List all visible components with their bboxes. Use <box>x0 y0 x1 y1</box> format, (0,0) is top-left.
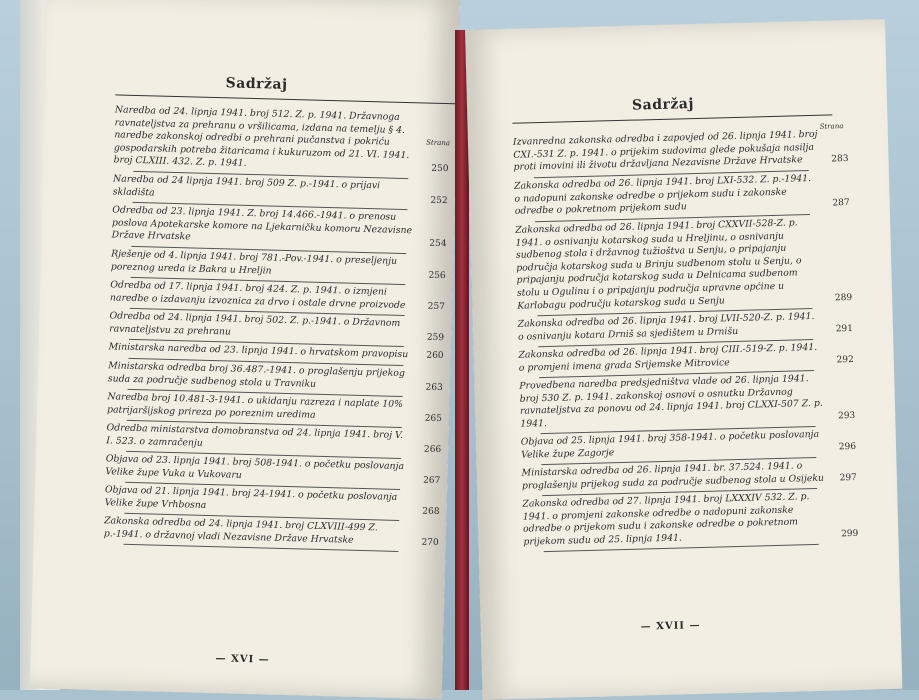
toc-entry-text: Odredba od 23. lipnja 1941. Z. broj 14.466.-1941. o prenosu poslova Apotekarske komore na Ljekarničku komoru Nezavisne Države Hrvatske <box>111 204 413 243</box>
left-strana-label: Strana <box>426 138 451 148</box>
toc-entry-page: 293 <box>837 410 856 422</box>
left-header: Sadržaj <box>225 75 288 93</box>
toc-entry-page: 254 <box>429 238 447 250</box>
toc-entry-page: 267 <box>423 475 441 486</box>
toc-entry-page: 297 <box>839 472 857 483</box>
toc-entry-text: Zakonska odredba od 26. lipnja 1941. broj LVII-520-Z. p. 1941. o osnivanju kotara Drniš sa sjedištem u Drnišu <box>517 310 815 343</box>
toc-entry-text: Odredba ministarstva domobranstva od 24. lipnja 1941. broj V. I. 523. o zamračenju <box>106 422 404 449</box>
toc-entry-text: Objava od 21. lipnja 1941. broj 24-1941. o početku poslovanja Velike župe Vrhbosna <box>104 484 398 511</box>
toc-entry-text: Zakonska odredba od 27. lipnja 1941. broj LXXXIV 532. Z. p. 1941. o promjeni zakonske odredbe o nadopuni zakonske odredbe o prijekom sudu i zakonske odredbe o pokretnom prijekom sudu od 25. lipnja 1941. <box>522 491 810 548</box>
toc-entry-page: 250 <box>431 164 449 175</box>
right-header: Sadržaj <box>631 96 695 114</box>
right-page <box>465 19 902 700</box>
toc-entry-text: Naredba broj 10.481-3-1941. o ukidanju razreza i naplate 10% patrijaršijskog prireza po poreznim uredima <box>106 391 404 421</box>
toc-entry-text: Naredba od 24 lipnja 1941. broj 509 Z. p.-1941. o prijavi skladišta <box>112 173 381 199</box>
toc-entry-page: 256 <box>428 270 446 281</box>
toc-entry-text: Zakonska odredba od 26. lipnja 1941. broj CXXVII-528-Z. p. 1941. o osnivanju kotarskog suda u Hreljinu, o osnivanju sudbenog stola i državnog tužioštva u Senju, o pripajanju područja kotarskog suda u Brinju sudbenom stolu u Senju, o pripajanju područja kotarskog suda u Delnicama sudbenom stolu u Ogulinu i o pripajanju područja upravne općine u Karlobagu području kotarskog suda u Senju <box>515 217 802 312</box>
left-header-rule <box>115 94 455 104</box>
toc-entry-text: Objava od 25. lipnja 1941. broj 358-1941. o početku poslovanja Velike župe Zagorje <box>520 428 820 461</box>
toc-entry <box>111 204 447 251</box>
left-folio: — XVI — <box>215 653 270 666</box>
toc-entry-page: 292 <box>836 354 854 365</box>
toc-entry-page: 260 <box>426 350 444 362</box>
toc-entry-page: 289 <box>834 292 853 303</box>
toc-entry-page: 266 <box>423 444 442 455</box>
toc-entry-text: Zakonska odredba od 26. lipnja 1941. broj LXI-532. Z. p.-1941. o nadopuni zakonske odredbe o prijekom sudu i zakonske odredbe o pokretnom prijekom sudu <box>513 172 812 217</box>
toc-entry-page: 299 <box>841 528 859 540</box>
toc-entry-text: Rješenje od 4. lipnja 1941. broj 781.-Pov.-1941. o preseljenju poreznog ureda iz Bakra u Hreljin <box>110 248 398 277</box>
toc-entry-page: 270 <box>421 537 439 548</box>
toc-entry <box>513 128 849 175</box>
toc-entry-text: Ministarska odredba broj 36.487.-1941. o proglašenju prijekog suda za područje sudbenog stola u Travniku <box>107 360 406 390</box>
toc-entry-text: Naredba od 24. lipnja 1941. broj 512. Z. p. 1941. Državnoga ravnateljstva za prehranu o vršilicama, izdana na temelju § 4. naredbe zakonskoj odredbi o prehrani pučanstva i pokriću gospodarskih potreba žitaricama i kukuruzom od 21. VI. 1941. broj CLXIII. 432. Z. p. 1941. <box>113 104 410 170</box>
toc-entry-text: Odredba od 17. lipnja 1941. broj 424. Z. p. 1941. o izmjeni naredbe o izdavanju izvoznica za drvo i ostale drvne proizvode <box>109 279 406 311</box>
right-folio: — XVII — <box>640 620 701 633</box>
toc-entry-text: Ministarska odredba od 26. lipnja 1941. br. 37.524. 1941. o proglašenju prijekog suda za područje sudbenog stola u Osijeku <box>521 460 825 492</box>
right-header-rule <box>512 114 832 123</box>
toc-entry <box>519 372 855 431</box>
toc-entry-text: Izvanredna zakonska odredba i zapovjed od 26. lipnja 1941. broj CXI.-531 Z. p. 1941. o prijekim sudovima glede pokušaja nasilja proti imovini ili životu državljana Nezavisne Države Hrvatske <box>512 128 818 173</box>
toc-entry-text: Zakonska odredba od 24. lipnja 1941. broj CLXVIII-499 Z. p.-1941. o državnoj vladi Nezavisne Države Hrvatske <box>103 515 378 546</box>
toc-entry <box>514 172 850 219</box>
toc-entry-page: 265 <box>424 413 443 424</box>
left-page <box>30 0 460 699</box>
toc-entry-page: 268 <box>422 506 440 517</box>
right-strana-label: Strana <box>819 122 844 131</box>
toc-entry-page: 283 <box>831 154 849 165</box>
toc-entry <box>522 490 858 549</box>
toc-entry-page: 296 <box>838 441 857 452</box>
toc-entry-page: 252 <box>430 195 448 206</box>
toc-entry-text: Zakonska odredba od 26. lipnja 1941. broj CIII.-519-Z. p. 1941. o promjeni imena grada Srijemske Mitrovice <box>518 341 818 374</box>
toc-entry <box>515 216 852 313</box>
toc-entry-text: Ministarska naredba od 23. lipnja 1941. o hrvatskom pravopisu <box>108 341 409 361</box>
toc-entry-page: 263 <box>425 382 443 393</box>
toc-entry-text: Provedbena naredba predsjedništva vlade od 26. lipnja 1941. broj 530 Z. p. 1941. zakonskoj osnovi o osnutku Državnog ravnateljstva za ponovu od 24. lipnja 1941. broj CLXXI-507 Z. p. 1941. <box>519 373 823 430</box>
toc-entry-text: Objava od 23. lipnja 1941. broj 508-1941. o početku poslovanja Velike župe Vuka u Vukovaru <box>105 453 405 481</box>
toc-entry-page: 259 <box>426 332 445 343</box>
toc-entry-page: 291 <box>835 323 854 334</box>
toc-entry-text: Odredba od 24. lipnja 1941. broj 502. Z. p.-1941. o Državnom ravnateljstvu za prehranu <box>109 310 401 338</box>
toc-entry-page: 287 <box>832 198 850 209</box>
toc-entry-page: 257 <box>427 301 446 312</box>
toc-entry <box>113 104 450 176</box>
